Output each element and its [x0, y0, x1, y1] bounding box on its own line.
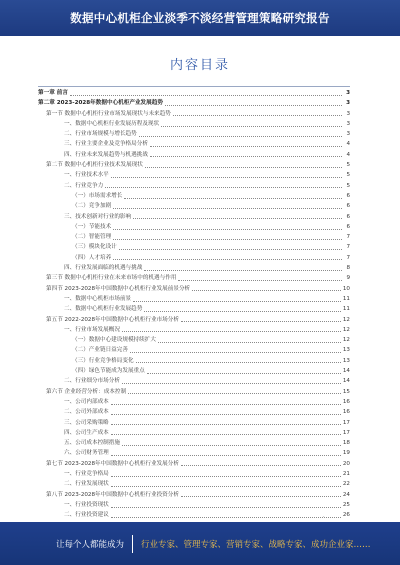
- toc-dot-leader: [111, 455, 341, 456]
- toc-dot-leader: [122, 383, 341, 384]
- toc-dot-leader: [130, 352, 341, 353]
- toc-entry-label: 第二章 2023-2028年数据中心机柜产业发展趋势: [38, 100, 163, 107]
- toc-dot-leader: [111, 177, 342, 178]
- toc-entry-page: 22: [342, 481, 350, 488]
- toc-entry-page: 18: [342, 440, 350, 447]
- toc-dot-leader: [192, 290, 341, 291]
- toc-entry[interactable]: [38, 387, 350, 397]
- toc-entry-page: 24: [342, 491, 350, 498]
- footer-divider: [132, 535, 133, 553]
- toc-entry-label: 第三节 数据中心机柜行业在未来市场中的机遇与作用: [46, 275, 177, 282]
- toc-entry-page: 17: [342, 419, 350, 426]
- toc-entry[interactable]: [38, 500, 350, 510]
- toc-list: [38, 88, 350, 520]
- toc-entry[interactable]: [38, 469, 350, 479]
- toc-dot-leader: [111, 486, 341, 487]
- toc-entry[interactable]: [38, 88, 350, 98]
- toc-dot-leader: [111, 434, 341, 435]
- toc-entry-page: 8: [346, 265, 350, 272]
- toc-entry[interactable]: [38, 366, 350, 376]
- toc-entry[interactable]: [38, 129, 350, 139]
- toc-entry[interactable]: [38, 397, 350, 407]
- toc-dot-leader: [144, 311, 341, 312]
- toc-dot-leader: [105, 187, 342, 188]
- toc-entry-label: 一、行业市场发展概况: [64, 326, 120, 333]
- footer-banner: [0, 522, 400, 565]
- toc-entry[interactable]: [38, 294, 350, 304]
- toc-dot-leader: [133, 218, 342, 219]
- toc-entry[interactable]: [38, 212, 350, 222]
- toc-entry[interactable]: [38, 448, 350, 458]
- footer-slogan: 让每个人都能成为: [56, 539, 125, 550]
- toc-dot-leader: [139, 136, 342, 137]
- toc-entry-page: 10: [342, 285, 350, 292]
- toc-entry[interactable]: [38, 407, 350, 417]
- toc-dot-leader: [136, 362, 341, 363]
- toc-entry[interactable]: [38, 335, 350, 345]
- toc-dot-leader: [165, 105, 342, 106]
- toc-dot-leader: [113, 208, 342, 209]
- toc-entry-label: 第一章 前言: [38, 90, 68, 96]
- toc-dot-leader: [122, 331, 341, 332]
- toc-entry-label: 第七节 2023-2028年中国数据中心机柜行业发展分析: [46, 460, 179, 467]
- toc-entry-label: （二）产业链日益完善: [72, 347, 128, 354]
- report-title: 数据中心机柜企业淡季不淡经营管理策略研究报告: [70, 11, 330, 25]
- toc-dot-leader: [181, 321, 341, 322]
- toc-dot-leader: [145, 167, 342, 168]
- toc-dot-leader: [113, 239, 342, 240]
- toc-entry-page: 26: [342, 512, 350, 519]
- toc-entry-page: 21: [342, 470, 350, 477]
- toc-divider: [38, 86, 350, 87]
- toc-dot-leader: [161, 126, 342, 127]
- toc-entry-page: 11: [342, 295, 350, 302]
- toc-entry-label: （一）市场需求增长: [72, 192, 123, 199]
- toc-dot-leader: [181, 465, 341, 466]
- toc-entry[interactable]: [38, 160, 350, 170]
- toc-entry-label: 一、行业投资现状: [64, 501, 109, 508]
- toc-entry-label: 二、数据中心机柜行业发展趋势: [64, 306, 143, 313]
- toc-entry[interactable]: [38, 201, 350, 211]
- toc-entry[interactable]: [38, 459, 350, 469]
- toc-entry-label: 第四节 2023-2028年中国数据中心机柜行业发展前景分析: [46, 285, 191, 292]
- toc-entry[interactable]: [38, 150, 350, 160]
- toc-dot-leader: [158, 342, 341, 343]
- toc-entry-page: 6: [346, 223, 350, 230]
- toc-dot-leader: [111, 414, 341, 415]
- toc-dot-leader: [70, 95, 342, 96]
- toc-entry-page: 12: [342, 326, 350, 333]
- toc-dot-leader: [178, 280, 342, 281]
- toc-entry-label: 四、行业未来发展趋势与机遇挑战: [64, 151, 148, 158]
- toc-entry-page: 3: [346, 90, 350, 96]
- toc-dot-leader: [173, 115, 342, 116]
- toc-dot-leader: [111, 507, 341, 508]
- toc-entry[interactable]: [38, 438, 350, 448]
- toc-dot-leader: [181, 496, 341, 497]
- toc-dot-leader: [133, 301, 341, 302]
- toc-title: 内容目录: [169, 58, 230, 73]
- toc-dot-leader: [144, 270, 342, 271]
- toc-dot-leader: [111, 404, 341, 405]
- toc-entry-label: （四）人才培养: [72, 254, 112, 261]
- toc-entry-label: 二、行业市场规模与增长趋势: [64, 131, 137, 138]
- toc-entry-label: 一、行业竞争格局: [64, 470, 109, 477]
- toc-entry-page: 3: [346, 131, 350, 138]
- toc-dot-leader: [119, 249, 342, 250]
- toc-entry-label: 一、行业技术水平: [64, 172, 109, 179]
- toc-entry-page: 14: [342, 368, 350, 375]
- toc-entry-page: 6: [346, 203, 350, 210]
- toc-entry[interactable]: [38, 304, 350, 314]
- toc-entry-page: 12: [342, 337, 350, 344]
- toc-entry-page: 3: [346, 110, 350, 117]
- toc-entry-page: 25: [342, 501, 350, 508]
- toc-entry-page: 16: [342, 409, 350, 416]
- toc-dot-leader: [111, 476, 341, 477]
- toc-entry-page: 3: [346, 100, 350, 107]
- toc-entry-label: （一）节能技术: [72, 223, 112, 230]
- toc-entry-label: （四）绿色节能成为发展重点: [72, 368, 145, 375]
- toc-entry-page: 20: [342, 460, 350, 467]
- footer-tagline: 行业专家、管理专家、营销专家、战略专家、成功企业家……: [141, 539, 371, 550]
- toc-entry-page: 7: [346, 254, 350, 261]
- toc-entry-page: 5: [346, 162, 350, 169]
- toc-entry-page: 13: [342, 347, 350, 354]
- toc-entry-label: 二、行业竞争力: [64, 182, 104, 189]
- toc-entry[interactable]: [38, 490, 350, 500]
- toc-entry-page: 12: [342, 316, 350, 323]
- toc-entry-label: （一）数据中心建设规模持续扩大: [72, 337, 156, 344]
- toc-entry[interactable]: [38, 428, 350, 438]
- toc-entry-page: 16: [342, 398, 350, 405]
- toc-entry-page: 4: [346, 141, 350, 148]
- toc-dot-leader: [111, 424, 341, 425]
- toc-entry[interactable]: [38, 325, 350, 335]
- toc-entry-label: （二）竞争加剧: [72, 203, 112, 210]
- toc-entry[interactable]: [38, 191, 350, 201]
- toc-entry-page: 13: [342, 357, 350, 364]
- toc-entry[interactable]: [38, 119, 350, 129]
- toc-entry-page: 5: [346, 182, 350, 189]
- toc-dot-leader: [128, 393, 341, 394]
- toc-entry[interactable]: [38, 356, 350, 366]
- toc-entry-label: 六、公司财务管理: [64, 450, 109, 457]
- toc-entry-label: 一、数据中心机柜行业发展历程及现状: [64, 120, 160, 127]
- toc-entry-label: 四、公司生产成本: [64, 429, 109, 436]
- toc-entry[interactable]: [38, 510, 350, 520]
- toc-entry-label: 第八节 2023-2028年中国数据中心机柜行业投资分析: [46, 491, 179, 498]
- toc-entry-page: 4: [346, 151, 350, 158]
- toc-entry-page: 7: [346, 234, 350, 241]
- toc-entry-label: 二、行业投资建议: [64, 512, 109, 519]
- report-header: [0, 0, 400, 36]
- toc-entry[interactable]: [38, 273, 350, 283]
- toc-entry-label: 三、技术创新对行业的影响: [64, 213, 132, 220]
- toc-entry-label: 三、公司采购策略: [64, 419, 109, 426]
- toc-entry-page: 5: [346, 172, 350, 179]
- toc-entry-page: 19: [342, 450, 350, 457]
- toc-entry-label: （二）智能管理: [72, 234, 112, 241]
- toc-dot-leader: [113, 229, 342, 230]
- toc-entry[interactable]: [38, 284, 350, 294]
- toc-entry-page: 7: [346, 244, 350, 251]
- toc-entry[interactable]: [38, 345, 350, 355]
- toc-dot-leader: [150, 146, 342, 147]
- toc-entry[interactable]: [38, 109, 350, 119]
- toc-entry-page: 3: [346, 120, 350, 127]
- toc-entry[interactable]: [38, 263, 350, 273]
- toc-entry-label: 一、公司内部成本: [64, 398, 109, 405]
- toc-entry[interactable]: [38, 479, 350, 489]
- toc-entry-label: 第一节 数据中心机柜行业市场发展现状与未来趋势: [46, 110, 171, 117]
- toc-entry-label: 二、公司外部成本: [64, 409, 109, 416]
- toc-entry-page: 14: [342, 378, 350, 385]
- toc-entry[interactable]: [38, 315, 350, 325]
- toc-entry-label: 四、行业发展面临的机遇与挑战: [64, 265, 143, 272]
- toc-entry-page: 11: [342, 306, 350, 313]
- toc-entry-label: 一、数据中心机柜市场前景: [64, 295, 132, 302]
- toc-entry-label: 五、公司成本控制措施: [64, 440, 120, 447]
- toc-entry-label: 二、行业发展现状: [64, 481, 109, 488]
- toc-dot-leader: [111, 517, 341, 518]
- toc-entry-page: 6: [346, 192, 350, 199]
- toc-entry[interactable]: [38, 98, 350, 108]
- toc-entry-label: 第五节 2022-2028年中国数据中心机柜行业市场分析: [46, 316, 179, 323]
- toc-dot-leader: [124, 198, 342, 199]
- toc-entry-label: 二、行业细分市场分析: [64, 378, 120, 385]
- toc-entry[interactable]: [38, 376, 350, 386]
- toc-entry[interactable]: [38, 418, 350, 428]
- toc-entry[interactable]: [38, 139, 350, 149]
- toc-entry-label: 三、行业主要企业及竞争格局分析: [64, 141, 148, 148]
- toc-entry[interactable]: [38, 253, 350, 263]
- toc-entry[interactable]: [38, 222, 350, 232]
- toc-entry-page: 6: [346, 213, 350, 220]
- toc-entry[interactable]: [38, 232, 350, 242]
- toc-entry-label: 第六节 企业经营分析：成本控制: [46, 388, 127, 395]
- toc-dot-leader: [122, 445, 341, 446]
- toc-dot-leader: [113, 259, 342, 260]
- toc-entry-label: （三）行业竞争格局变化: [72, 357, 134, 364]
- toc-entry-page: 17: [342, 429, 350, 436]
- toc-entry-page: 9: [346, 275, 350, 282]
- toc-dot-leader: [150, 156, 342, 157]
- toc-entry-label: 第二节 数据中心机柜行业技术发展现状: [46, 162, 143, 169]
- toc-entry[interactable]: [38, 181, 350, 191]
- toc-entry[interactable]: [38, 170, 350, 180]
- toc-entry-label: （三）模块化设计: [72, 244, 117, 251]
- toc-entry[interactable]: [38, 242, 350, 252]
- toc-dot-leader: [147, 373, 341, 374]
- toc-entry-page: 15: [342, 388, 350, 395]
- page-marker: .: [323, 513, 325, 519]
